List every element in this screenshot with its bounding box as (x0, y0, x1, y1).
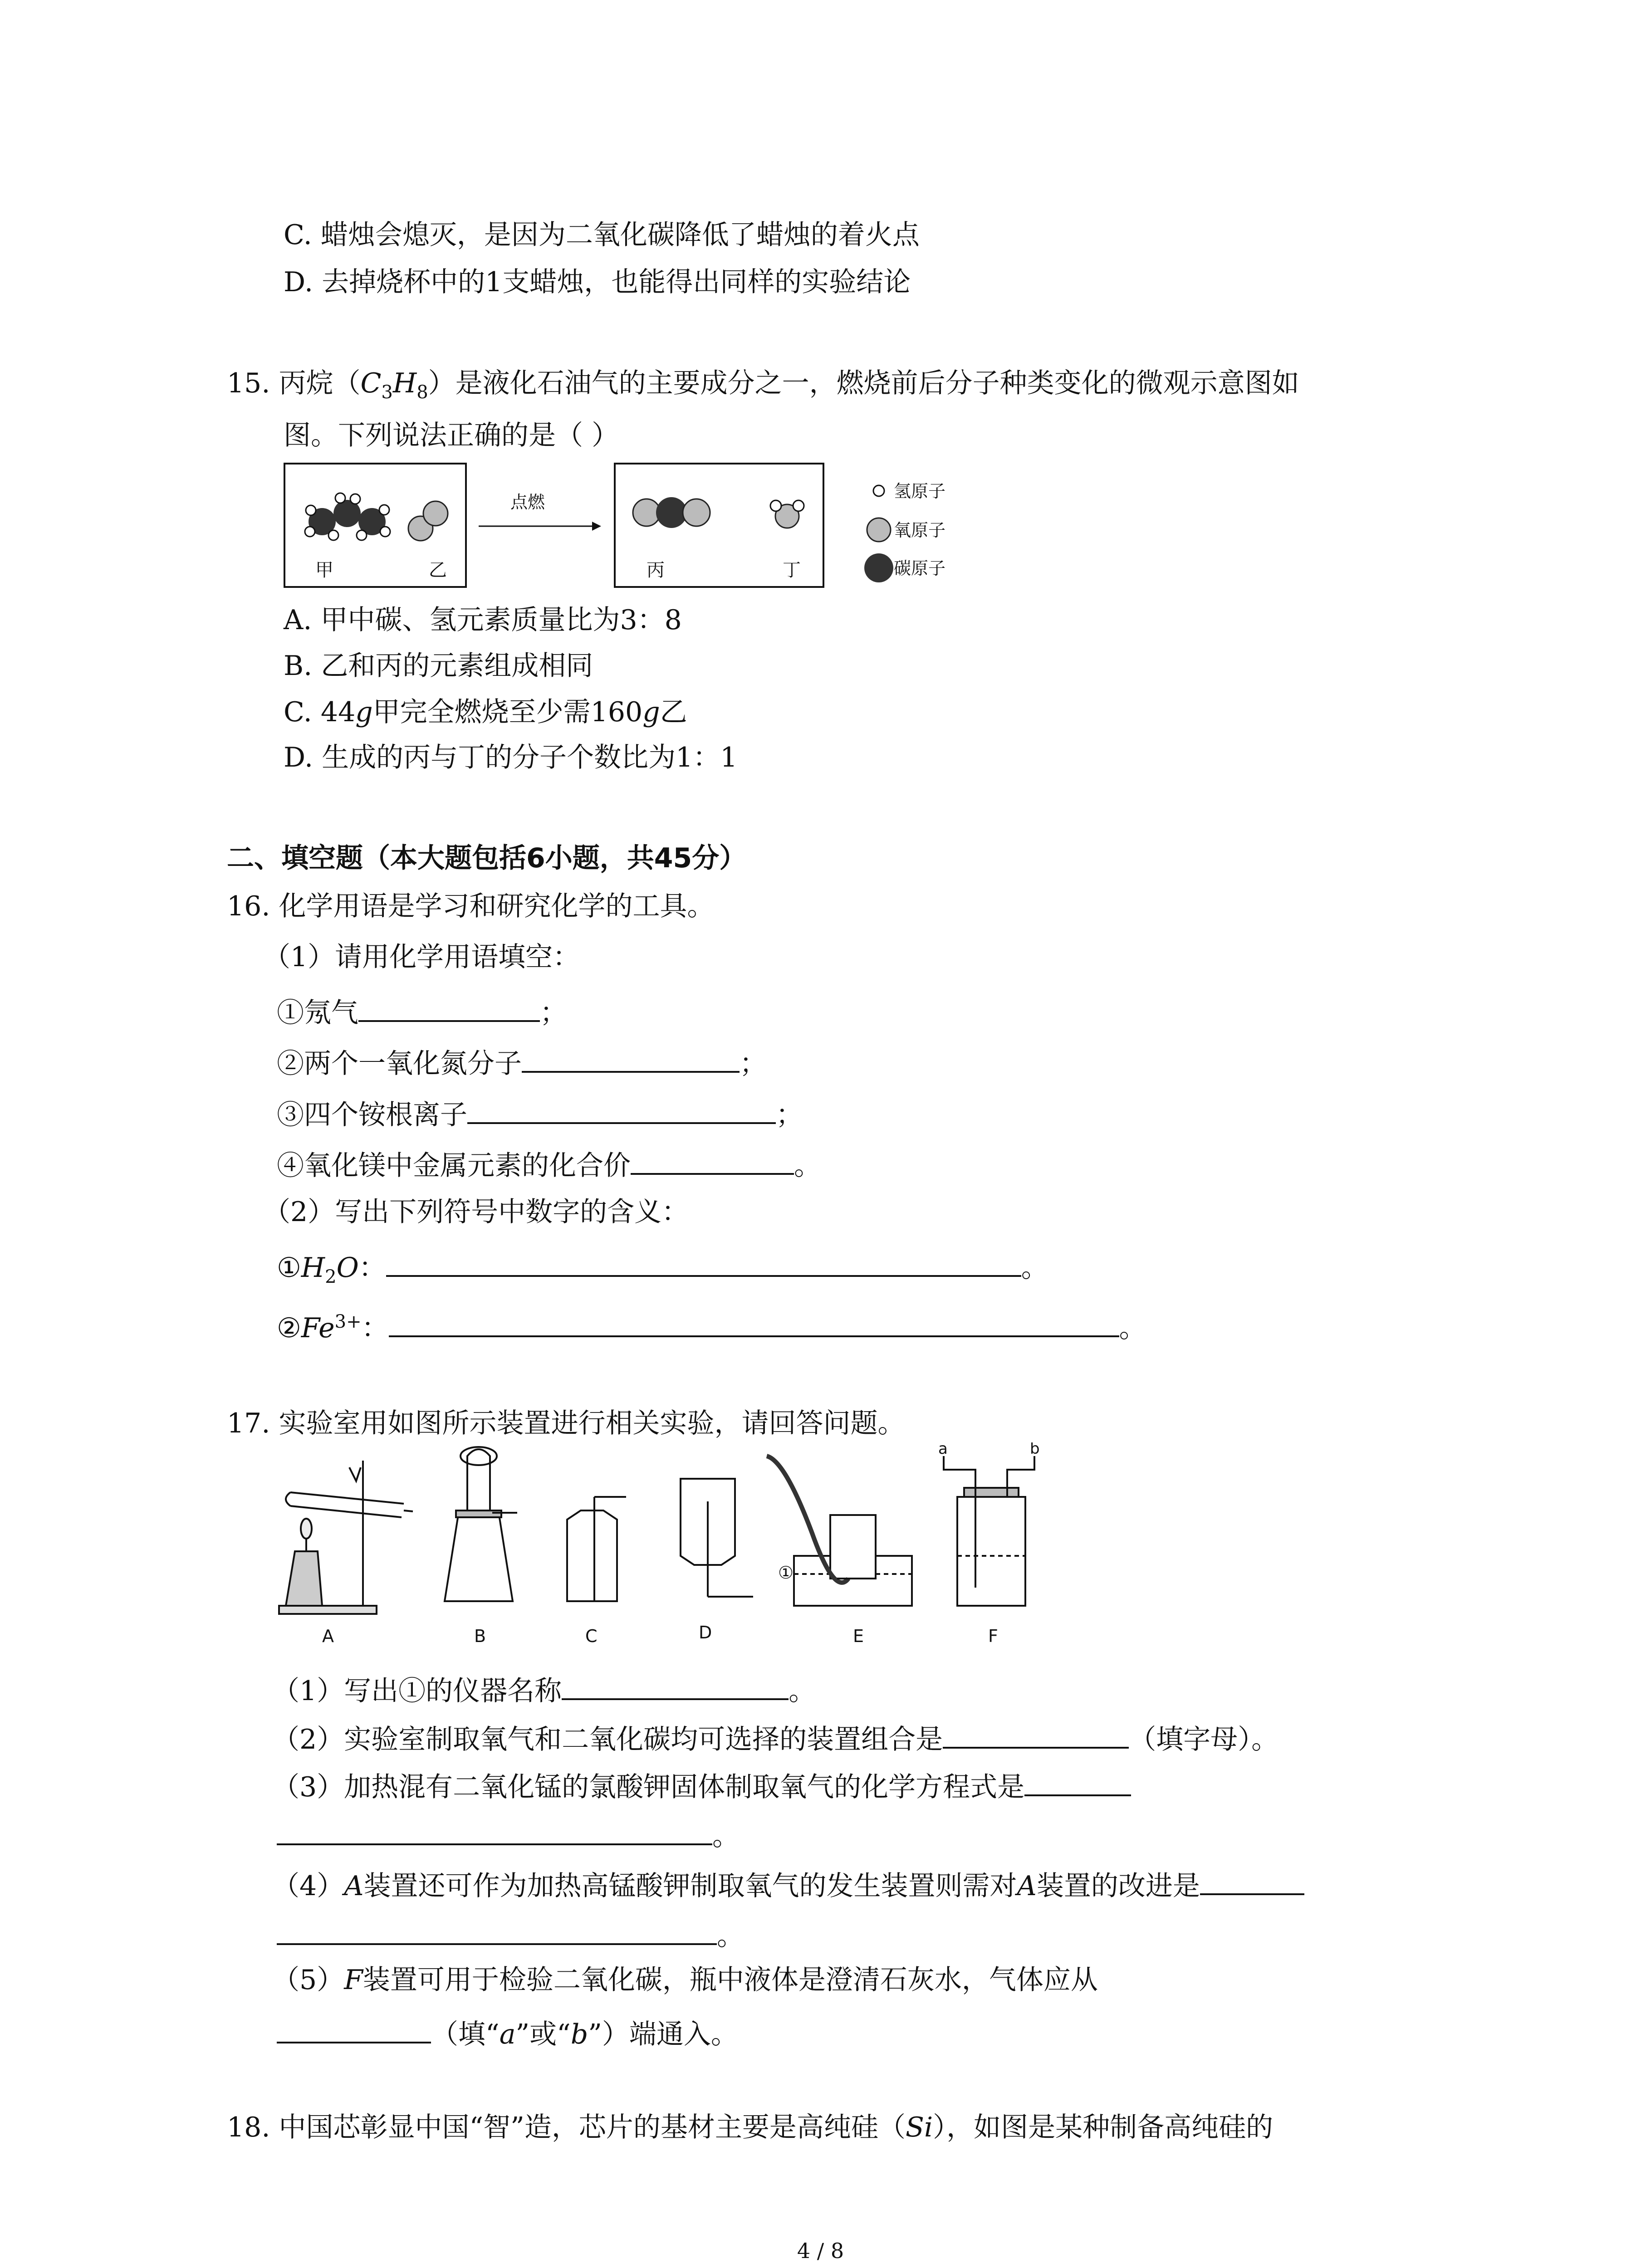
q17-part1: （1）写出①的仪器名称 。 (272, 1668, 816, 1709)
q15-option-b: B. 乙和丙的元素组成相同 (284, 650, 593, 682)
q16-item2: ②两个一氧化氮分子 ； (277, 1041, 767, 1082)
page-number: 4 / 8 (797, 2239, 844, 2263)
label-d: D (699, 1623, 712, 1642)
label-bing: 丙 (647, 560, 665, 581)
propane-molecule (305, 493, 390, 540)
q16-symbol2: $②Fe^{3+}$： 。 (277, 1305, 1146, 1346)
label-f: F (988, 1626, 998, 1646)
q15-stem-line2: 图。下列说法正确的是（ ） (284, 420, 619, 451)
answer-blank[interactable] (277, 1913, 717, 1945)
arrow-label: 点燃 (510, 492, 545, 512)
svg-text:碳原子: 碳原子 (894, 558, 946, 578)
answer-blank[interactable] (562, 1668, 789, 1700)
svg-text:氢原子: 氢原子 (894, 481, 946, 501)
q17-stem: 17. 实验室用如图所示装置进行相关实验，请回答问题。 (227, 1408, 905, 1439)
answer-blank[interactable] (358, 990, 540, 1022)
label-e: E (853, 1626, 864, 1646)
label-jia: 甲 (315, 560, 333, 581)
label-yi: 乙 (429, 560, 447, 581)
q17-part2: （2）实验室制取氧气和二氧化碳均可选择的装置组合是 （填字母）。 (272, 1717, 1279, 1758)
q15-option-a: A. 甲中碳、氢元素质量比为3：8 (284, 604, 682, 636)
answer-blank[interactable] (277, 1813, 712, 1845)
q16-symbol1: $①H_2O$： 。 (277, 1245, 1048, 1286)
svg-text:氧原子: 氧原子 (894, 520, 946, 540)
apparatus-b (445, 1447, 517, 1601)
q16-part1: （1）请用化学用语填空： (263, 941, 580, 973)
q14-option-d: D. 去掉烧杯中的1支蜡烛，也能得出同样的实验结论 (284, 266, 911, 298)
water-molecule (770, 500, 804, 528)
label-ding: 丁 (783, 560, 801, 581)
answer-blank[interactable] (943, 1717, 1129, 1749)
oxygen-molecule (408, 501, 448, 541)
apparatus-e (767, 1456, 912, 1606)
answer-blank[interactable] (1024, 1765, 1131, 1796)
apparatus-figure (277, 1442, 1048, 1656)
q17-part5-cont: （填“a”或“b”）端通入。 (277, 2012, 738, 2053)
port-a-label: a (938, 1442, 948, 1458)
q16-stem: 16. 化学用语是学习和研究化学的工具。 (227, 890, 715, 922)
answer-blank[interactable] (277, 2012, 431, 2043)
q16-item3: ③四个铵根离子 ； (277, 1092, 803, 1133)
q16-part2: （2）写出下列符号中数字的含义： (263, 1196, 689, 1228)
section-heading: 二、填空题（本大题包括6小题，共45分） (227, 842, 747, 874)
label-c: C (585, 1626, 598, 1646)
q18-stem: 18. 中国芯彰显中国“智”造，芯片的基材主要是高纯硅（Si），如图是某种制备高纯硅的 (227, 2112, 1274, 2143)
answer-blank[interactable] (389, 1305, 1119, 1337)
atom-legend (864, 481, 945, 582)
answer-blank[interactable] (467, 1092, 776, 1124)
answer-blank[interactable] (522, 1041, 740, 1073)
q15-option-c: C. 44g甲完全燃烧至少需160g乙 (284, 696, 687, 728)
circled-one-label: ① (778, 1563, 794, 1583)
q16-item4: ④氧化镁中金属元素的化合价 。 (277, 1143, 821, 1184)
answer-blank[interactable] (631, 1143, 794, 1175)
apparatus-a (279, 1461, 413, 1614)
answer-blank[interactable] (386, 1245, 1021, 1277)
q17-part4: （4）A装置还可作为加热高锰酸钾制取氧气的发生装置则需对A装置的改进是 (272, 1863, 1304, 1904)
label-a: A (322, 1626, 334, 1646)
label-b: B (474, 1626, 486, 1646)
q14-option-c: C. 蜡烛会熄灭，是因为二氧化碳降低了蜡烛的着火点 (284, 219, 920, 251)
molecule-figure (284, 463, 1000, 599)
apparatus-c (567, 1497, 626, 1601)
carbon-dioxide-molecule (633, 497, 710, 528)
q17-part4-cont: 。 (277, 1913, 744, 1954)
q15-stem-line1: 15. 丙烷$(C_3H_8)$是液化石油气的主要成分之一，燃烧前后分子种类变化的微观示意图如 (227, 367, 1299, 403)
q17-part5: （5）F装置可用于检验二氧化碳，瓶中液体是澄清石灰水，气体应从 (272, 1964, 1098, 1996)
q17-part3: （3）加热混有二氧化锰的氯酸钾固体制取氧气的化学方程式是 (272, 1765, 1131, 1805)
q16-item1: ①氖气 ； (277, 990, 567, 1031)
q17-part3-cont: 。 (277, 1813, 740, 1854)
apparatus-d (681, 1479, 753, 1597)
answer-blank[interactable] (1200, 1863, 1304, 1895)
apparatus-f (944, 1456, 1034, 1606)
q15-option-d: D. 生成的丙与丁的分子个数比为1：1 (284, 742, 738, 773)
port-b-label: b (1030, 1442, 1040, 1458)
